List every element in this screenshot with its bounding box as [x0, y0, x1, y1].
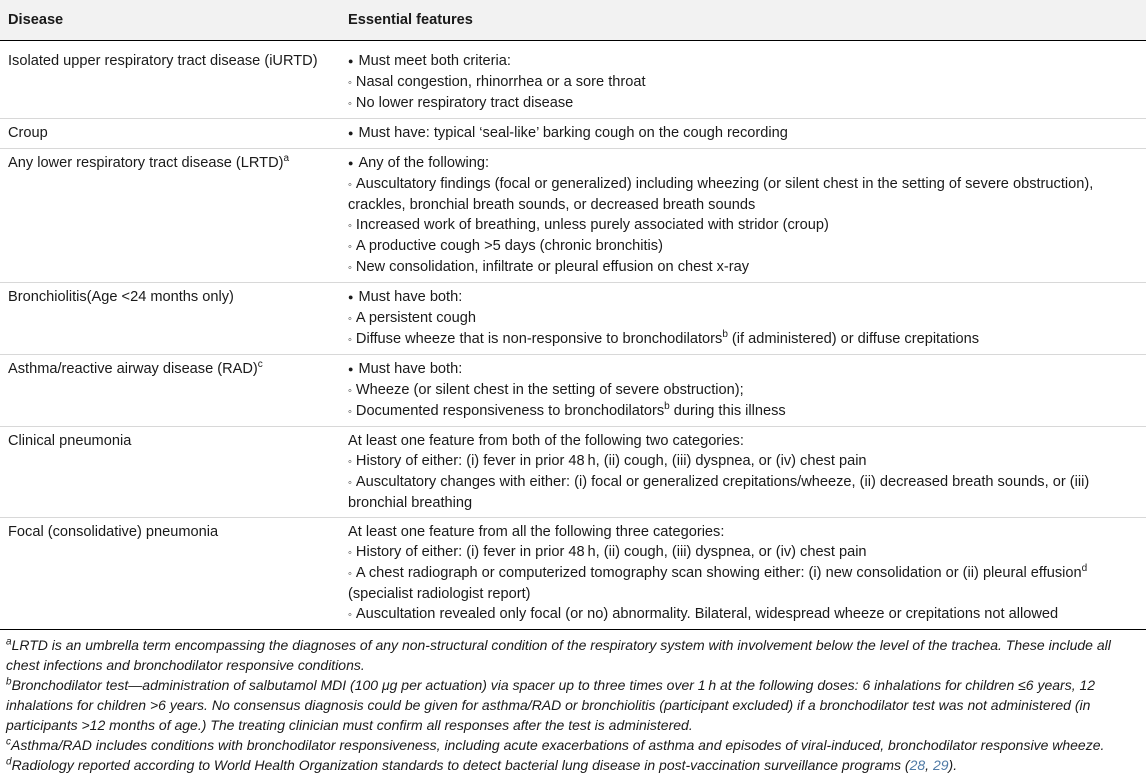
footnote-a: $^a$LRTD is an umbrella term encompassing the diagnoses of any non-structural condition of the respiratory system with involvement below the level of the trachea. These include all chest infections and bronchodilator responsive conditions.: [6, 636, 1111, 673]
feature-bullet: ● Must have both:: [348, 287, 1146, 308]
feature-item: ◦ A chest radiograph or computerized tomography scan showing either: (i) new consolidation or (ii) pleural effusion$^d$ (specialist radiologist report): [348, 563, 1146, 604]
feature-item: ◦ Wheeze (or silent chest in the setting of severe obstruction);: [348, 380, 1146, 401]
feature-item: ◦ A persistent cough: [348, 308, 1146, 329]
feature-item: ◦ Diffuse wheeze that is non-responsive to bronchodilators$^b$ (if administered) or diffuse crepitations: [348, 329, 1146, 350]
disease-cell: Asthma/reactive airway disease (RAD)$^c$: [8, 359, 263, 377]
disease-cell: Isolated upper respiratory tract disease (iURTD): [8, 53, 318, 69]
feature-item: ◦ New consolidation, infiltrate or pleural effusion on chest x-ray: [348, 257, 1146, 278]
disease-cell: Focal (consolidative) pneumonia: [8, 524, 219, 540]
features-cell: [346, 283, 1146, 355]
footnotes: [0, 630, 1146, 775]
feature-item: ◦ Auscultation revealed only focal (or no) abnormality. Bilateral, widespread wheeze or crepitations not allowed: [348, 604, 1146, 625]
footnote-marker: d: [1081, 563, 1088, 575]
feature-item: ◦ A productive cough >5 days (chronic bronchitis): [348, 236, 1146, 257]
table-row: [0, 119, 1146, 149]
footnote-marker: c: [257, 359, 263, 371]
feature-item: ◦ Auscultatory changes with either: (i) focal or generalized crepitations/wheeze, (ii) decreased breath sounds, or (iii) bronchial breathing: [348, 472, 1146, 513]
feature-bullet: ● Must have: typical ‘seal-like’ barking cough on the cough recording: [348, 123, 1146, 144]
table-header-row: [0, 0, 1146, 41]
features-cell: [346, 355, 1146, 427]
footnote-b: $^b$Bronchodilator test—administration of salbutamol MDI (100 μg per actuation) via spacer up to three times over 1 h at the following doses: 6 inhalations for children ≤6 years, 12 inhalations for children >6 years. No consensus diagnosis could be given for asthma/RAD or bronchiolitis (participant excluded) if a bronchodilator test was not administered (in participants >12 months of age.) The treating clinician must confirm all responses after the test is administered.: [6, 676, 1096, 733]
feature-item: ◦ Increased work of breathing, unless purely associated with stridor (croup): [348, 215, 1146, 236]
features-cell: [346, 41, 1146, 119]
footnote-d: $^d$Radiology reported according to World Health Organization standards to detect bacterial lung disease in post-vaccination surveillance programs (28, 29).: [6, 756, 958, 773]
features-cell: [346, 119, 1146, 149]
table-row: [0, 518, 1146, 630]
reference-link[interactable]: 29: [932, 757, 949, 773]
feature-item: ◦ Auscultatory findings (focal or generalized) including wheezing (or silent chest in the setting of severe obstruction), crackles, bronchial breath sounds, or decreased breath sounds: [348, 174, 1146, 215]
feature-item: ◦ Documented responsiveness to bronchodilators$^b$ during this illness: [348, 401, 1146, 422]
feature-item: ◦ No lower respiratory tract disease: [348, 93, 1146, 114]
table-row: [0, 149, 1146, 283]
features-cell: [346, 427, 1146, 518]
feature-bullet: ● Must meet both criteria:: [348, 51, 1146, 72]
feature-bullet: ● Must have both:: [348, 359, 1146, 380]
disease-cell: Bronchiolitis(Age <24 months only): [8, 289, 234, 305]
reference-link[interactable]: 28: [909, 757, 926, 773]
disease-cell: Croup: [8, 125, 48, 141]
table-row: [0, 41, 1146, 119]
features-cell: [346, 518, 1146, 630]
features-cell: [346, 149, 1146, 283]
feature-item: ◦ History of either: (i) fever in prior 48 h, (ii) cough, (iii) dyspnea, or (iv) chest pain: [348, 542, 1146, 563]
disease-cell: Clinical pneumonia: [8, 433, 132, 449]
feature-lead: At least one feature from all the following three categories:: [348, 524, 725, 540]
column-header-disease: Disease: [0, 0, 346, 41]
table-row: [0, 427, 1146, 518]
footnote-c: $^c$Asthma/RAD includes conditions with bronchodilator responsiveness, including acute exacerbations of asthma and episodes of viral-induced, bronchodilator responsive wheeze.: [6, 736, 1105, 753]
feature-lead: At least one feature from both of the following two categories:: [348, 433, 744, 449]
footnote-marker: a: [283, 153, 290, 165]
feature-item: ◦ Nasal congestion, rhinorrhea or a sore throat: [348, 72, 1146, 93]
table-row: [0, 355, 1146, 427]
footnote-marker: b: [664, 401, 670, 413]
table-row: [0, 283, 1146, 355]
feature-item: ◦ History of either: (i) fever in prior 48 h, (ii) cough, (iii) dyspnea, or (iv) chest pain: [348, 451, 1146, 472]
footnote-marker: b: [722, 329, 728, 341]
disease-cell: Any lower respiratory tract disease (LRTD)$^a$: [8, 153, 290, 171]
column-header-features: Essential features: [346, 0, 1146, 41]
feature-bullet: ● Any of the following:: [348, 153, 1146, 174]
